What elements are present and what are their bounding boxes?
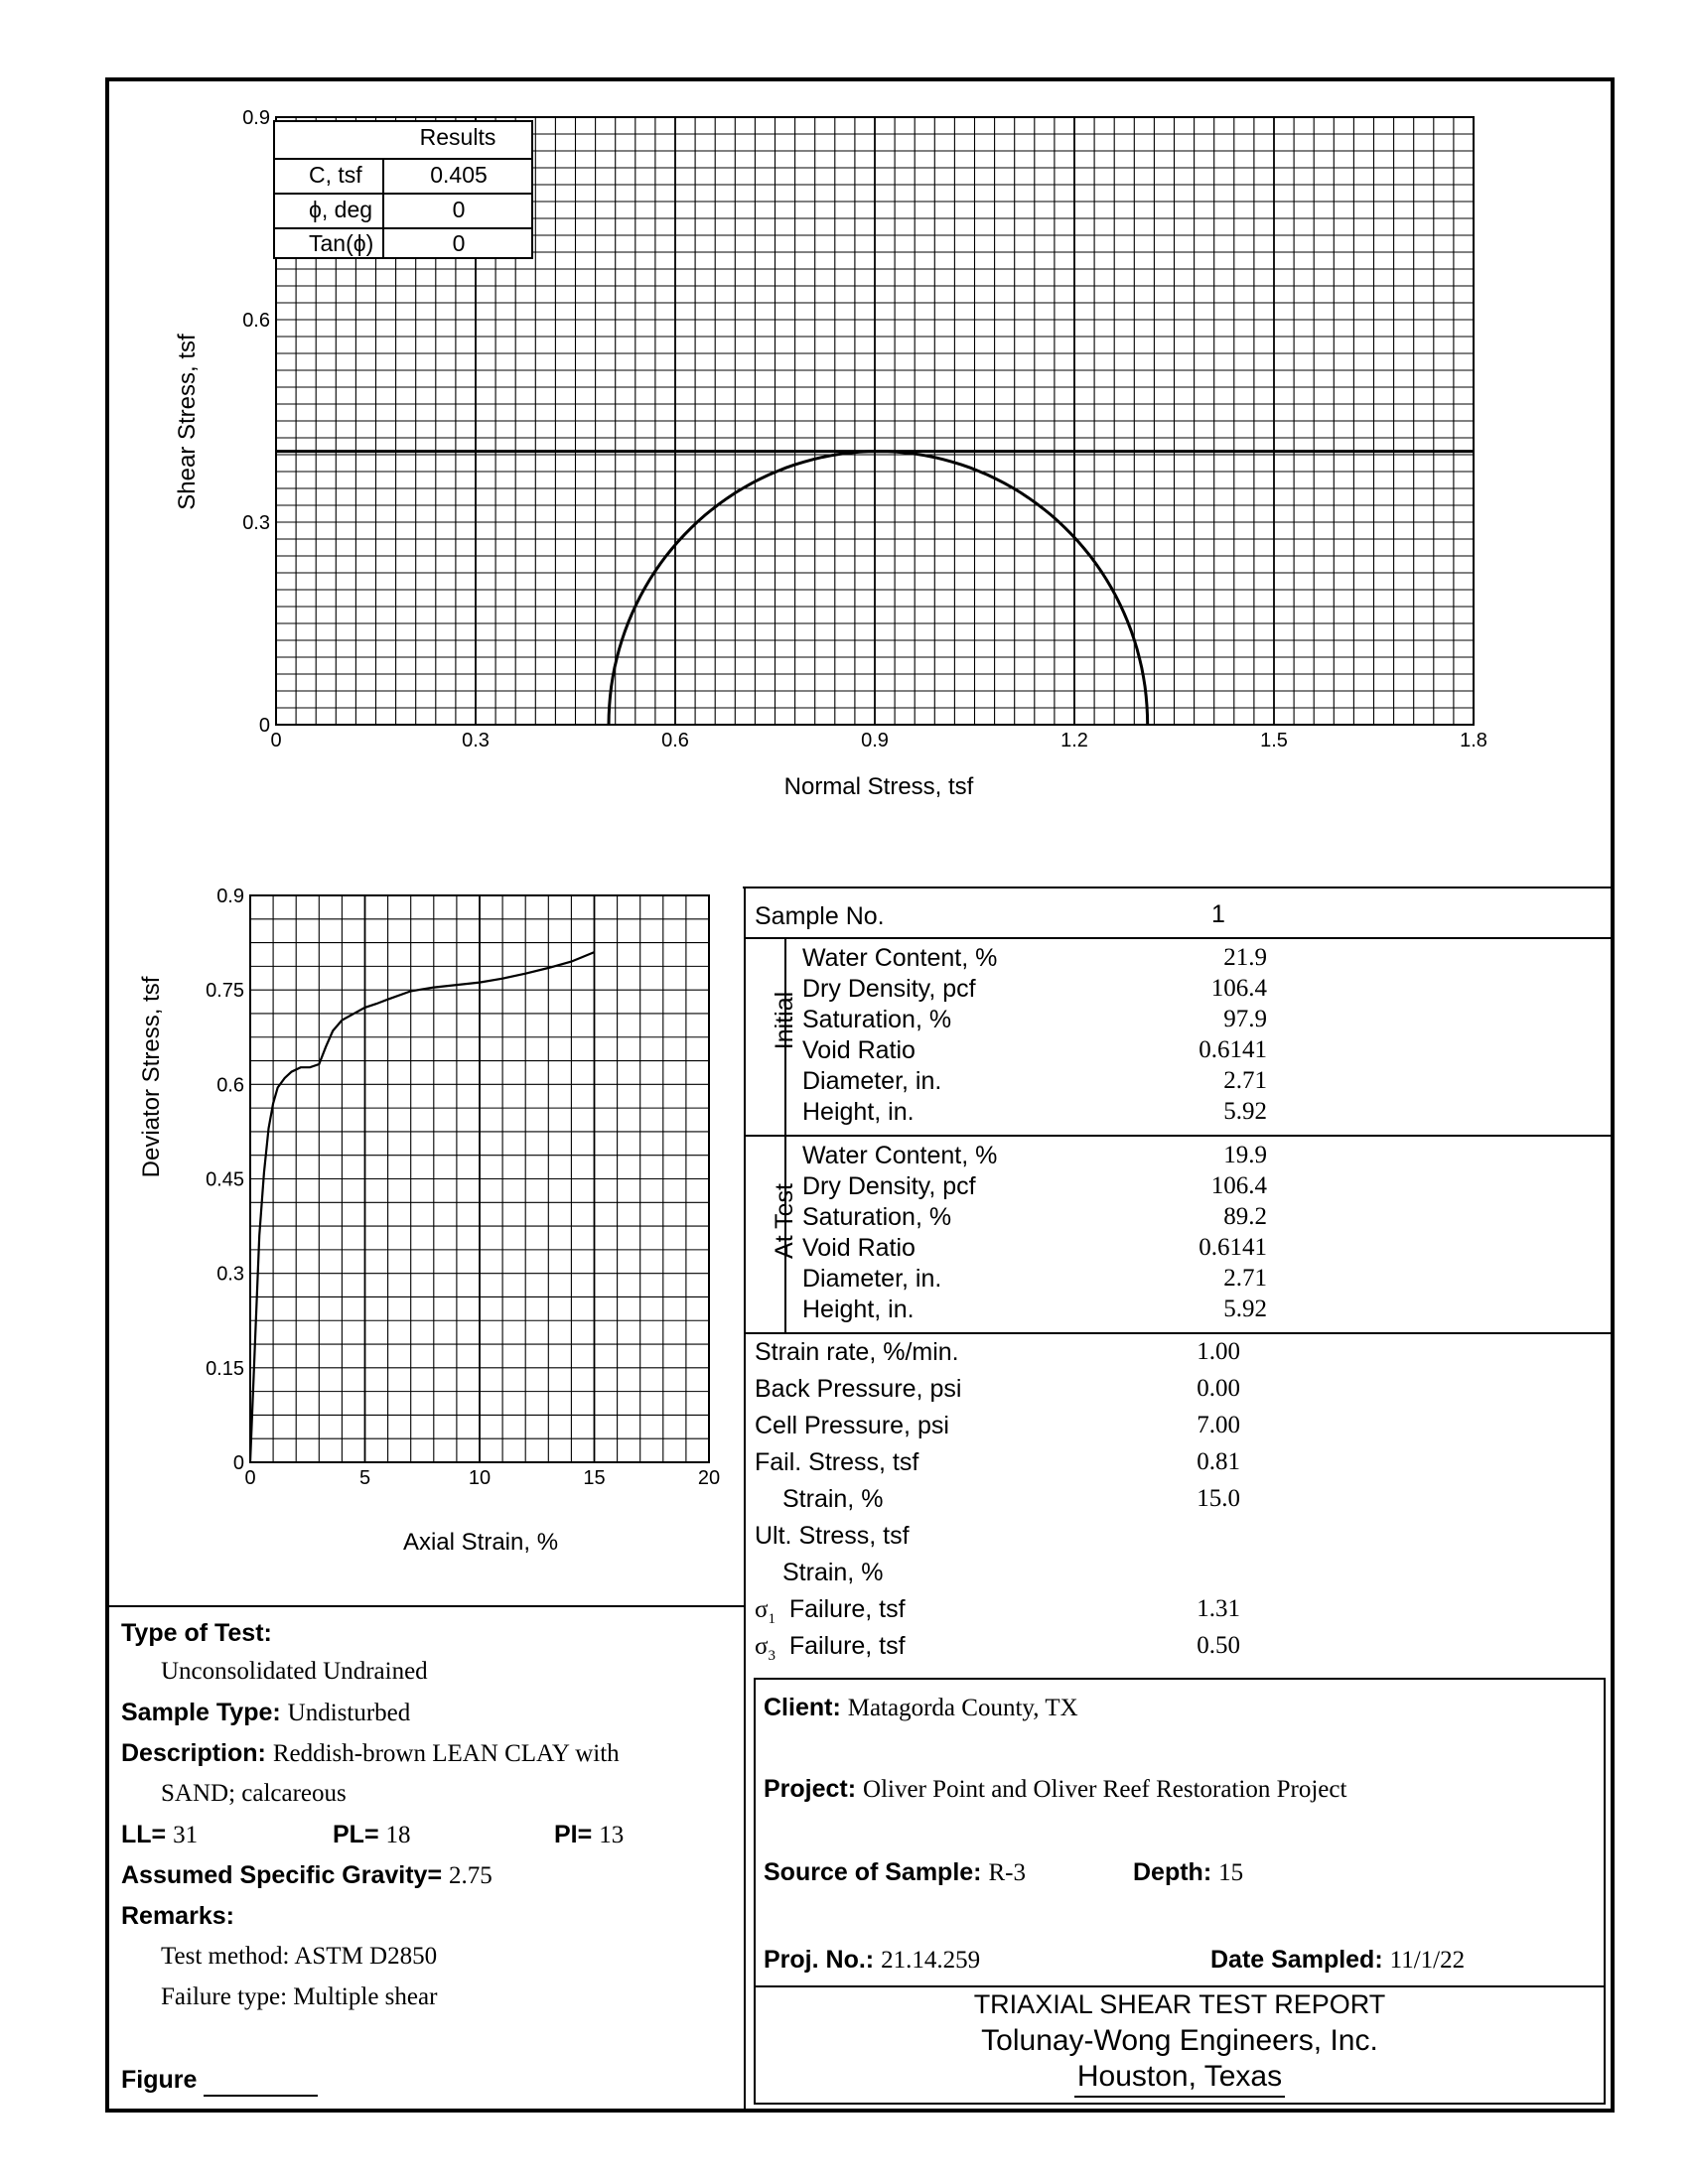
sigma-symbol: $\sigma_1$ <box>755 1596 776 1627</box>
x-tick-label: 10 <box>468 1467 492 1489</box>
sample-type-value: Undisturbed <box>287 1700 411 1726</box>
sample-row-label: Height, in. <box>802 1098 915 1126</box>
sample-row-label: Strain, % <box>782 1559 884 1586</box>
y-tick-label: 0 <box>232 1452 244 1474</box>
sample-row-label: Saturation, % <box>802 1203 952 1231</box>
y-tick-label: 0.6 <box>216 1074 244 1097</box>
sample-row-label: Diameter, in. <box>802 1067 942 1095</box>
sample-row-label: Water Content, % <box>802 944 998 972</box>
sample-row-value: 0.6141 <box>1198 1036 1267 1063</box>
sigma-symbol: $\sigma_3$ <box>755 1633 776 1664</box>
report-title: TRIAXIAL SHEAR TEST REPORT <box>973 1989 1386 2019</box>
company-location: Houston, Texas <box>1076 2060 1283 2093</box>
x-tick-label: 0.6 <box>661 730 689 751</box>
sample-row-label: $\sigma_3$ Failure, tsf <box>755 1632 906 1664</box>
ss-xlabel: Axial Strain, % <box>402 1529 559 1556</box>
sample-row-value: 5.92 <box>1223 1296 1267 1322</box>
pi-label: PI= <box>554 1821 593 1848</box>
pi-value: 13 <box>599 1822 625 1848</box>
sample-row-value: 2.71 <box>1223 1265 1267 1292</box>
sample-row-value: 0.81 <box>1197 1448 1240 1475</box>
project-label: Project: <box>764 1775 857 1803</box>
y-tick-label: 0.9 <box>216 886 244 907</box>
sample-row-label: Diameter, in. <box>802 1265 942 1293</box>
ll-label: LL= <box>121 1821 167 1848</box>
sample-row-label: Water Content, % <box>802 1142 998 1169</box>
date-label: Date Sampled: <box>1210 1946 1383 1974</box>
divider <box>107 1605 745 1607</box>
description-line1: Reddish-brown LEAN CLAY with <box>272 1740 620 1767</box>
gravity-label: Assumed Specific Gravity= <box>121 1861 443 1889</box>
sample-row-value: 0.6141 <box>1198 1234 1267 1261</box>
sample-row-label: Saturation, % <box>802 1006 952 1033</box>
results-table <box>273 120 533 259</box>
x-tick-label: 1.5 <box>1260 730 1288 751</box>
y-tick-label: 0.45 <box>206 1168 244 1191</box>
sample-row-value: 7.00 <box>1197 1412 1240 1438</box>
sample-row-value: 106.4 <box>1210 975 1267 1002</box>
figure-label: Figure <box>121 2066 198 2094</box>
sample-row-label: Ult. Stress, tsf <box>755 1522 910 1550</box>
sample-row-label: Strain rate, %/min. <box>755 1338 959 1366</box>
sample-no-value: 1 <box>1211 900 1225 928</box>
sample-row-value: 19.9 <box>1223 1142 1267 1168</box>
ss-ylabel: Deviator Stress, tsf <box>138 976 165 1178</box>
sample-type-label: Sample Type: <box>121 1699 281 1726</box>
description-line2: SAND; calcareous <box>161 1780 347 1807</box>
type-value: Unconsolidated Undrained <box>161 1658 428 1685</box>
source-value: R-3 <box>988 1859 1026 1886</box>
project-value: Oliver Point and Oliver Reef Restoration Project <box>863 1776 1347 1803</box>
sample-no-label: Sample No. <box>755 902 885 930</box>
sample-row-value: 106.4 <box>1210 1172 1267 1199</box>
result-c-value: 0.405 <box>430 162 488 188</box>
client-value: Matagorda County, TX <box>847 1695 1078 1721</box>
x-tick-label: 0 <box>270 730 282 751</box>
client-box <box>754 1678 1606 2105</box>
sample-row-value: 1.00 <box>1197 1338 1240 1365</box>
company-name: Tolunay-Wong Engineers, Inc. <box>981 2024 1378 2057</box>
test-info <box>121 1613 737 2110</box>
mohr-xlabel: Normal Stress, tsf <box>783 773 974 800</box>
sample-row-value: 2.71 <box>1223 1067 1267 1094</box>
sample-row-value: 89.2 <box>1223 1203 1267 1230</box>
client-label: Client: <box>764 1694 841 1721</box>
projno-label: Proj. No.: <box>764 1946 875 1974</box>
sample-row-label: Height, in. <box>802 1296 915 1323</box>
sample-row-label: Dry Density, pcf <box>802 975 976 1003</box>
initial-group-label: Initial <box>771 991 798 1050</box>
gravity-value: 2.75 <box>449 1862 493 1889</box>
sample-row-value: 21.9 <box>1223 944 1267 971</box>
y-tick-label: 0.15 <box>206 1357 244 1380</box>
y-tick-label: 0.6 <box>242 310 270 332</box>
x-tick-label: 1.8 <box>1460 730 1487 751</box>
y-tick-label: 0.9 <box>242 109 270 129</box>
x-tick-label: 1.2 <box>1060 730 1088 751</box>
type-label: Type of Test: <box>121 1619 272 1647</box>
mohr-circle <box>609 452 1148 725</box>
result-phi-value: 0 <box>452 197 466 222</box>
depth-label: Depth: <box>1133 1858 1212 1886</box>
x-tick-label: 0.9 <box>861 730 889 751</box>
sample-row-value: 0.00 <box>1197 1375 1240 1402</box>
result-tan-value: 0 <box>452 230 466 256</box>
remarks-label: Remarks: <box>121 1902 234 1930</box>
source-label: Source of Sample: <box>764 1858 982 1886</box>
stress-strain-chart <box>129 884 735 1559</box>
sample-row-label: Void Ratio <box>802 1036 916 1064</box>
result-c-label: C, tsf <box>309 162 362 188</box>
sample-row-label: Strain, % <box>782 1485 884 1513</box>
ll-value: 31 <box>173 1822 199 1848</box>
depth-value: 15 <box>1218 1859 1244 1886</box>
sample-row-label: Cell Pressure, psi <box>755 1412 949 1439</box>
description-label: Description: <box>121 1739 266 1767</box>
sample-table <box>745 888 1613 1673</box>
location-underline <box>1074 2096 1285 2098</box>
figure-blank <box>204 2066 318 2097</box>
sample-row-value: 15.0 <box>1197 1485 1240 1512</box>
sample-row-value: 1.31 <box>1197 1595 1240 1622</box>
remark-1: Test method: ASTM D2850 <box>161 1943 438 1970</box>
x-tick-label: 0 <box>244 1467 256 1489</box>
result-tan-label: Tan(ϕ) <box>309 230 374 256</box>
mohr-ylabel: Shear Stress, tsf <box>174 334 201 510</box>
y-tick-label: 0.3 <box>216 1263 244 1286</box>
x-tick-label: 20 <box>697 1467 721 1489</box>
sample-row-label: Fail. Stress, tsf <box>755 1448 919 1476</box>
sample-row-label: Back Pressure, psi <box>755 1375 962 1403</box>
date-value: 11/1/22 <box>1389 1947 1466 1974</box>
attest-group-label: At Test <box>771 1183 798 1259</box>
sample-row-label: $\sigma_1$ Failure, tsf <box>755 1595 906 1627</box>
x-tick-label: 5 <box>358 1467 371 1489</box>
pl-value: 18 <box>385 1822 411 1848</box>
results-header: Results <box>419 124 496 150</box>
y-tick-label: 0.75 <box>206 980 244 1003</box>
projno-value: 21.14.259 <box>881 1947 981 1974</box>
sample-row-value: 5.92 <box>1223 1098 1267 1125</box>
sample-row-value: 97.9 <box>1223 1006 1267 1032</box>
x-tick-label: 0.3 <box>462 730 490 751</box>
stress-strain-curve <box>250 952 595 1462</box>
x-tick-label: 15 <box>583 1467 606 1489</box>
result-phi-label: ϕ, deg <box>309 197 373 222</box>
sample-row-label: Dry Density, pcf <box>802 1172 976 1200</box>
sample-row-label: Void Ratio <box>802 1234 916 1262</box>
remark-2: Failure type: Multiple shear <box>161 1983 438 2010</box>
y-tick-label: 0.3 <box>242 512 270 534</box>
y-tick-label: 0 <box>258 715 270 737</box>
sample-row-value: 0.50 <box>1197 1632 1240 1659</box>
pl-label: PL= <box>333 1821 379 1848</box>
